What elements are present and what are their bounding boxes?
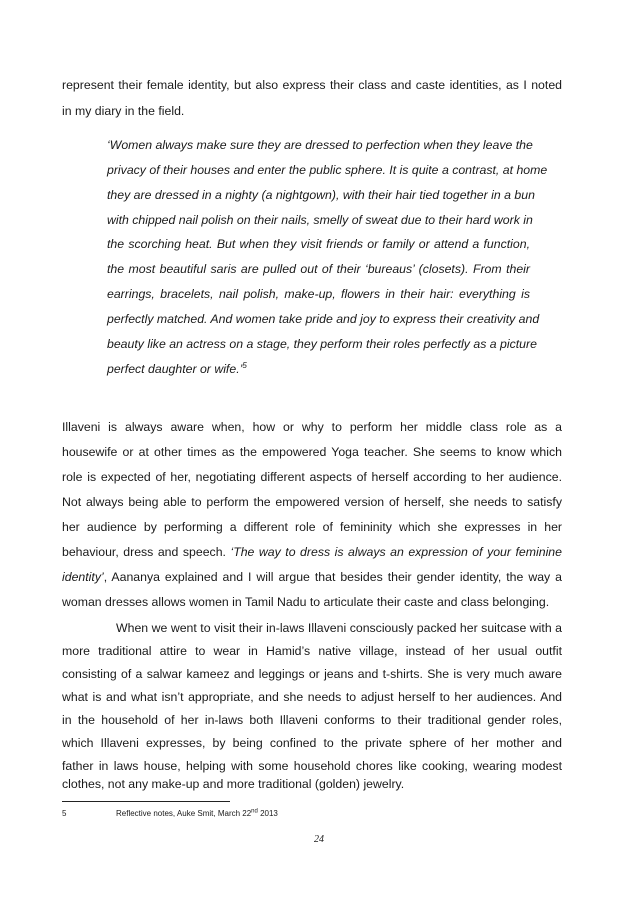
quote-line-4: with chipped nail polish on their nails, smelly of sweat due to their hard work in xyxy=(107,213,533,227)
inlaws-line-1: When we went to visit their in-laws Illaveni consciously packed her suitcase with a xyxy=(116,621,562,635)
quote-line-6: the most beautiful saris are pulled out of their ‘bureaus’ (closets). From their xyxy=(107,262,530,276)
intro-line-2: in my diary in the field. xyxy=(62,104,185,118)
illaveni-line-3: role is expected of her, negotiating different aspects of herself according to her audience. xyxy=(62,470,562,484)
quote-line-2: privacy of their houses and enter the public sphere. It is quite a contrast, at home xyxy=(107,163,548,177)
illaveni-line-6-start: behaviour, dress and speech. xyxy=(62,545,231,559)
footnote-year: 2013 xyxy=(257,809,278,818)
illaveni-line-2: housewife or at other times as the empowered Yoga teacher. She seems to know which xyxy=(62,445,562,459)
illaveni-line-7-rest: , Aananya explained and I will argue that besides their gender identity, the way a xyxy=(103,570,562,584)
inlaws-line-6: which Illaveni expresses, by being confined to the private sphere of her mother and xyxy=(62,736,562,750)
footnote-ordinal: nd xyxy=(251,808,258,815)
quote-line-5: the scorching heat. But when they visit friends or family or attend a function, xyxy=(107,237,530,251)
intro-line-1: represent their female identity, but also express their class and caste identities, as I noted xyxy=(62,78,562,92)
dress-quote-end: identity’ xyxy=(62,570,104,584)
quote-line-9: beauty like an actress on a stage, they perform their roles perfectly as a picture xyxy=(107,337,537,351)
footnote-divider xyxy=(62,801,230,802)
inlaws-line-8: clothes, not any make-up and more traditional (golden) jewelry. xyxy=(62,777,405,791)
footnote-text-main: Reflective notes, Auke Smit, March 22 xyxy=(116,809,252,818)
footnote-reference[interactable]: 5 xyxy=(242,360,247,370)
footnote-text xyxy=(116,808,278,819)
illaveni-line-1: Illaveni is always aware when, how or why to perform her middle class role as a xyxy=(62,420,562,434)
inlaws-line-3: consisting of a salwar kameez and leggings or jeans and t-shirts. She is very much aware xyxy=(62,667,562,681)
quote-line-8: perfectly matched. And women take pride and joy to express their creativity and xyxy=(107,312,540,326)
illaveni-line-5: her audience by performing a different role of femininity which she expresses in her xyxy=(62,520,562,534)
quote-line-3: they are dressed in a nighty (a nightgown), with their hair tied together in a bun xyxy=(107,188,535,202)
illaveni-line-8: woman dresses allows women in Tamil Nadu to articulate their caste and class belonging. xyxy=(62,595,550,609)
dress-quote-start: ‘The way to dress is always an expression of your feminine xyxy=(230,545,562,559)
inlaws-line-2: more traditional attire to wear in Hamid’s native village, instead of her usual outfit xyxy=(62,644,562,658)
illaveni-line-7 xyxy=(62,569,562,585)
illaveni-line-6 xyxy=(62,544,562,560)
quote-line-7: earrings, bracelets, nail polish, make-up, flowers in their hair: everything is xyxy=(107,287,530,301)
quote-line-1: ‘Women always make sure they are dressed to perfection when they leave the xyxy=(107,138,533,152)
inlaws-line-4: what is and what isn’t appropriate, and she needs to adjust herself to her audiences. And xyxy=(62,690,562,704)
quote-line-10 xyxy=(107,361,530,377)
inlaws-line-7: father in laws house, helping with some household chores like cooking, wearing modest xyxy=(62,759,562,773)
quote-last-line: perfect daughter or wife.’ xyxy=(107,362,243,376)
footnote-number: 5 xyxy=(62,809,67,818)
page-number: 24 xyxy=(314,834,324,845)
inlaws-line-5: in the household of her in-laws both Illaveni conforms to their traditional gender roles, xyxy=(62,713,562,727)
illaveni-line-4: Not always being able to perform the empowered version of herself, she needs to satisfy xyxy=(62,495,562,509)
